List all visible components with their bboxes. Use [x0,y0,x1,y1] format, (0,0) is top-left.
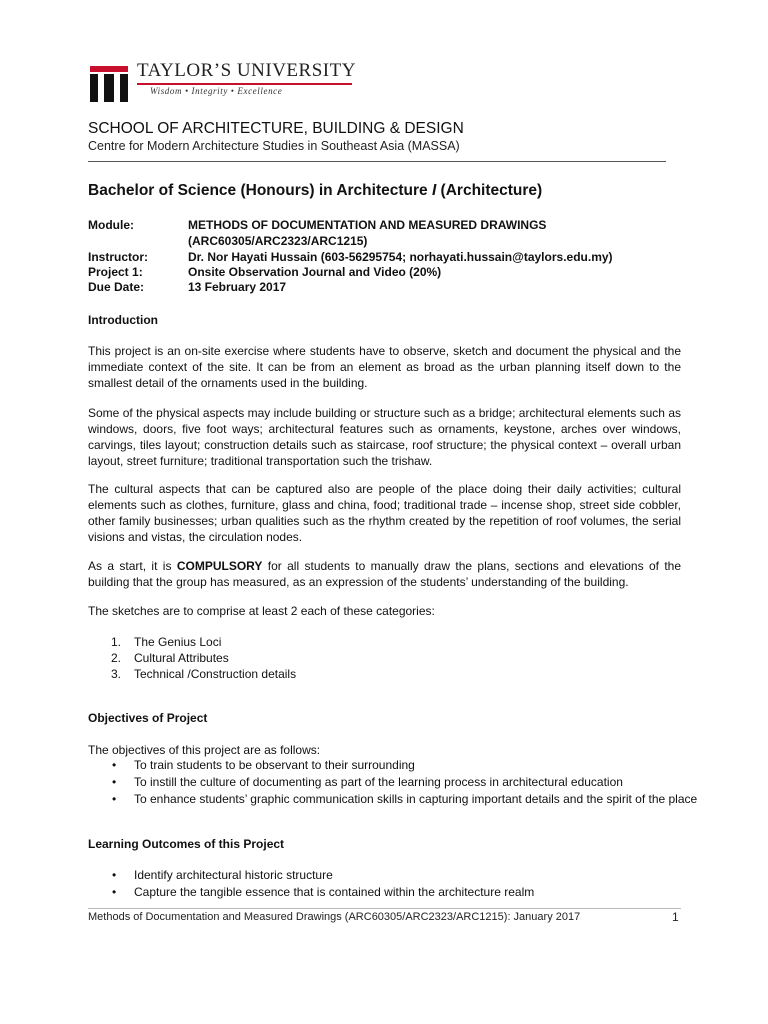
p4-before: As a start, it is [88,559,177,573]
intro-paragraph-5: The sketches are to comprise at least 2 each of these categories: [88,604,435,618]
degree-title [88,182,542,200]
due-date-label: Due Date: [88,280,145,294]
module-value: METHODS OF DOCUMENTATION AND MEASURED DRAWINGS [188,218,547,232]
bullet-icon: • [112,885,117,899]
objectives-heading: Objectives of Project [88,711,208,725]
degree-suffix: (Architecture) [436,182,543,199]
logo-divider [137,83,352,85]
project-label: Project 1: [88,265,143,279]
module-code: (ARC60305/ARC2323/ARC1215) [188,234,368,248]
list-text: To instill the culture of documenting as part of the learning process in architectural education [134,775,623,789]
bullet-icon: • [112,775,117,789]
list-text: Identify architectural historic structure [134,868,333,882]
school-name: SCHOOL OF ARCHITECTURE, BUILDING & DESIGN [88,120,464,137]
intro-paragraph-1: This project is an on-site exercise where students have to observe, sketch and document the physical and the immediate context of the site. It can be from an element as broad as the urban planning itself down to the smallest detail of the ornaments used in the building. [88,344,681,390]
bullet-icon: • [112,792,117,806]
centre-name: Centre for Modern Architecture Studies in Southeast Asia (MASSA) [88,139,460,153]
compulsory-emphasis: COMPULSORY [176,559,263,573]
categories-list [88,634,296,682]
list-number: 2. [111,651,122,665]
list-text: To enhance students’ graphic communication skills in capturing important details and the spirit of the place [134,792,698,806]
instructor-value: Dr. Nor Hayati Hussain (603-56295754; norhayati.hussain@taylors.edu.my) [188,250,613,264]
list-text: To train students to be observant to their surrounding [134,758,415,772]
learning-outcomes-heading: Learning Outcomes of this Project [88,837,285,851]
university-tagline: Wisdom • Integrity • Excellence [150,86,283,96]
intro-paragraph-4 [88,558,681,590]
project-value: Onsite Observation Journal and Video (20%) [188,265,442,279]
bullet-icon: • [112,758,117,772]
bullet-icon: • [112,868,117,882]
page-number: 1 [672,910,679,924]
footer-text: Methods of Documentation and Measured Drawings (ARC60305/ARC2323/ARC1215): January 2017 [88,911,581,923]
list-text: Cultural Attributes [134,651,229,665]
objectives-lead: The objectives of this project are as follows: [88,743,321,757]
intro-paragraph-2: Some of the physical aspects may include building or structure such as a bridge; architectural elements such as windows, doors, five foot ways; architectural features such as ornaments, keystone, arches over windows, carvings, tiles layout; construction details such as staircase, roof structure; the physical context – overall urban layout, street furniture; traditional transportation such the trishaw. [88,406,681,468]
list-number: 1. [111,635,122,649]
list-item [88,666,296,682]
list-item [88,791,697,808]
p4-after: for all students to manually draw the plans, sections and elevations of the building that the group has measured, as an expression of the students’ understanding of the building. [88,559,682,589]
degree-slash: I [431,182,437,199]
module-label: Module: [88,218,134,232]
university-name: TAYLOR’S UNIVERSITY [137,60,356,81]
list-item [88,884,534,901]
list-item [88,650,296,666]
intro-paragraph-3: The cultural aspects that can be captured also are people of the place doing their daily activities; cultural elements such as clothes, furniture, glass and china, food; traditional trade – incense shop, street side cobbler, other family businesses; urban qualities such as the rhythm created by the repetition of roof volumes, the serial visions and vistas, the circulation nodes. [88,482,681,544]
list-text: Capture the tangible essence that is contained within the architecture realm [134,885,535,899]
list-text: The Genius Loci [134,635,222,649]
due-date-value: 13 February 2017 [188,280,287,294]
degree-prefix: Bachelor of Science (Honours) in Architecture [88,182,432,199]
list-text: Technical /Construction details [134,667,297,681]
outcomes-list [88,867,534,901]
footer-divider [88,908,681,909]
list-number: 3. [111,667,122,681]
list-item [88,774,697,791]
introduction-heading: Introduction [88,313,158,327]
list-item [88,757,697,774]
header-separator [88,161,666,162]
objectives-list [88,757,697,808]
instructor-label: Instructor: [88,250,148,264]
list-item [88,867,534,884]
list-item [88,634,296,650]
university-logo-mark [88,62,130,104]
